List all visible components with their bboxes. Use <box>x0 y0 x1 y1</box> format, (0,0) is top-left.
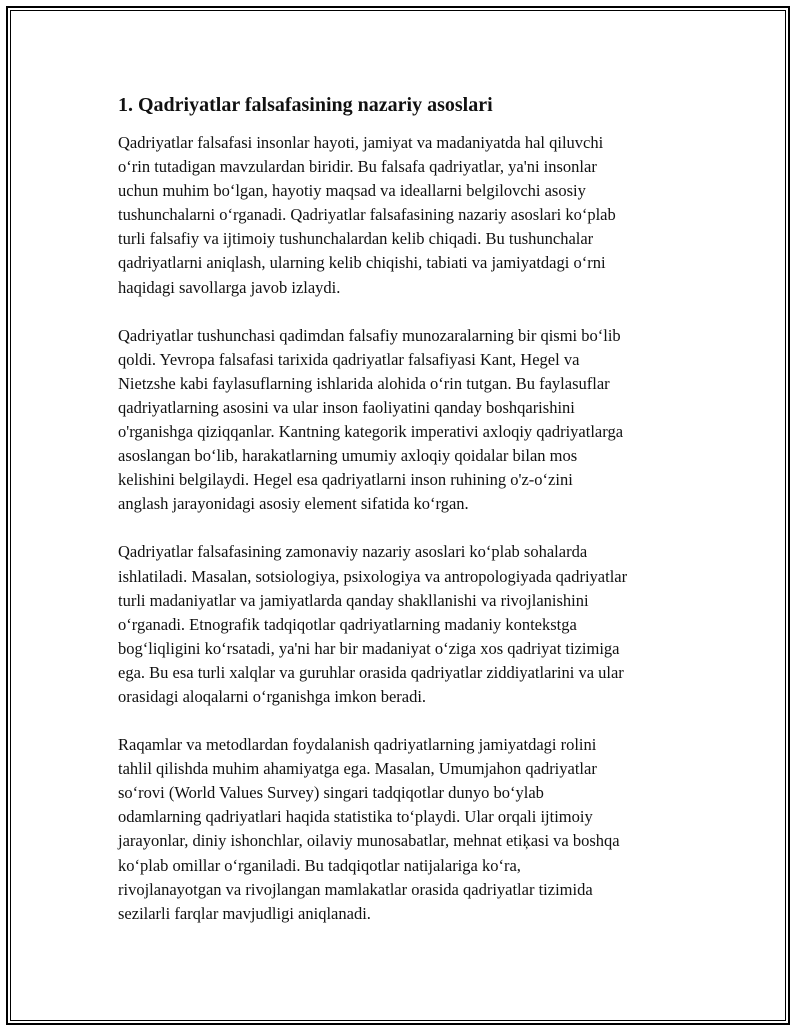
paragraph-line: qadriyatlarning asosini va ular inson faoliyatini qanday boshqarishini <box>118 397 575 417</box>
paragraph-line: jarayonlar, diniy ishonchlar, oilaviy munosabatlar, mehnat etiķasi va boshqa <box>118 831 620 851</box>
paragraph-line: anglash jarayonidagi asosiy element sifatida koʻrgan. <box>118 494 469 514</box>
paragraph-line: ishlatiladi. Masalan, sotsiologiya, psixologiya va antropologiyada qadriyatlar <box>118 566 628 586</box>
paragraph-line: kelishini belgilaydi. Hegel esa qadriyatlarni inson ruhining o'z-oʻzini <box>118 470 573 490</box>
paragraph-line: Raqamlar va metodlardan foydalanish qadriyatlarning jamiyatdagi rolini <box>118 735 597 755</box>
paragraph-line: Qadriyatlar falsafasi insonlar hayoti, jamiyat va madaniyatda hal qiluvchi <box>118 133 604 152</box>
paragraph-line: Qadriyatlar tushunchasi qadimdan falsafiy munozaralarning bir qismi boʻlib <box>118 325 621 345</box>
paragraph-line: asoslangan boʻlib, harakatlarning umumiy axloqiy qoidalar bilan mos <box>118 446 578 466</box>
paragraph-line: o'rganishga qiziqqanlar. Kantning kategorik imperativi axloqiy qadriyatlarga <box>118 422 624 442</box>
paragraph-line: oʻrganadi. Etnografik tadqiqotlar qadriyatlarning madaniy kontekstga <box>118 614 577 634</box>
paragraph-line: turli falsafiy va ijtimoiy tushunchalardan kelib chiqadi. Bu tushunchalar <box>118 229 594 249</box>
paragraph-line: tahlil qilishda muhim ahamiyatga ega. Masalan, Umumjahon qadriyatlar <box>118 759 597 779</box>
paragraph-line: sezilarli farqlar mavjudligi aniqlanadi. <box>118 903 371 923</box>
paragraph-line: tushunchalarni oʻrganadi. Qadriyatlar falsafasining nazariy asoslari koʻplab <box>118 205 616 225</box>
paragraph-line: odamlarning qadriyatlari haqida statistika toʻplaydi. Ular orqali ijtimoiy <box>118 807 593 827</box>
paragraph-line: koʻplab omillar oʻrganiladi. Bu tadqiqotlar natijalariga koʻra, <box>118 855 521 875</box>
paragraph-line: Qadriyatlar falsafasining zamonaviy nazariy asoslari koʻplab sohalarda <box>118 542 588 562</box>
paragraph-line: orasidagi aloqalarni oʻrganishga imkon beradi. <box>118 686 427 706</box>
paragraph-line: ega. Bu esa turli xalqlar va guruhlar orasida qadriyatlar ziddiyatlarini va ular <box>118 662 624 682</box>
document-body <box>118 92 688 950</box>
section-heading: 1. Qadriyatlar falsafasining nazariy asoslari <box>118 94 493 116</box>
paragraph-line: rivojlanayotgan va rivojlangan mamlakatlar orasida qadriyatlar tizimida <box>118 879 593 899</box>
paragraph-line: bogʻliqligini koʻrsatadi, ya'ni har bir madaniyat oʻziga xos qadriyat tizimiga <box>118 638 620 658</box>
paragraph <box>118 733 688 926</box>
paragraph <box>118 324 688 517</box>
paragraph-line: haqidagi savollarga javob izlaydi. <box>118 277 341 297</box>
paragraph-line: soʻrovi (World Values Survey) singari tadqiqotlar dunyo boʻylab <box>118 783 544 803</box>
paragraph <box>118 540 688 709</box>
paragraph <box>118 131 688 300</box>
paragraph-line: turli madaniyatlar va jamiyatlarda qanday shakllanishi va rivojlanishini <box>118 590 589 610</box>
paragraph-line: uchun muhim boʻlgan, hayotiy maqsad va ideallarni belgilovchi asosiy <box>118 181 586 201</box>
paragraph-list <box>118 131 688 926</box>
paragraph-line: oʻrin tutadigan mavzulardan biridir. Bu falsafa qadriyatlar, ya'ni insonlar <box>118 157 597 177</box>
paragraph-line: Nietzshe kabi faylasuflarning ishlarida alohida oʻrin tutgan. Bu faylasuflar <box>118 373 610 393</box>
paragraph-line: qoldi. Yevropa falsafasi tarixida qadriyatlar falsafiyasi Kant, Hegel va <box>118 349 580 369</box>
paragraph-line: qadriyatlarni aniqlash, ularning kelib chiqishi, tabiati va jamiyatdagi oʻrni <box>118 253 606 273</box>
